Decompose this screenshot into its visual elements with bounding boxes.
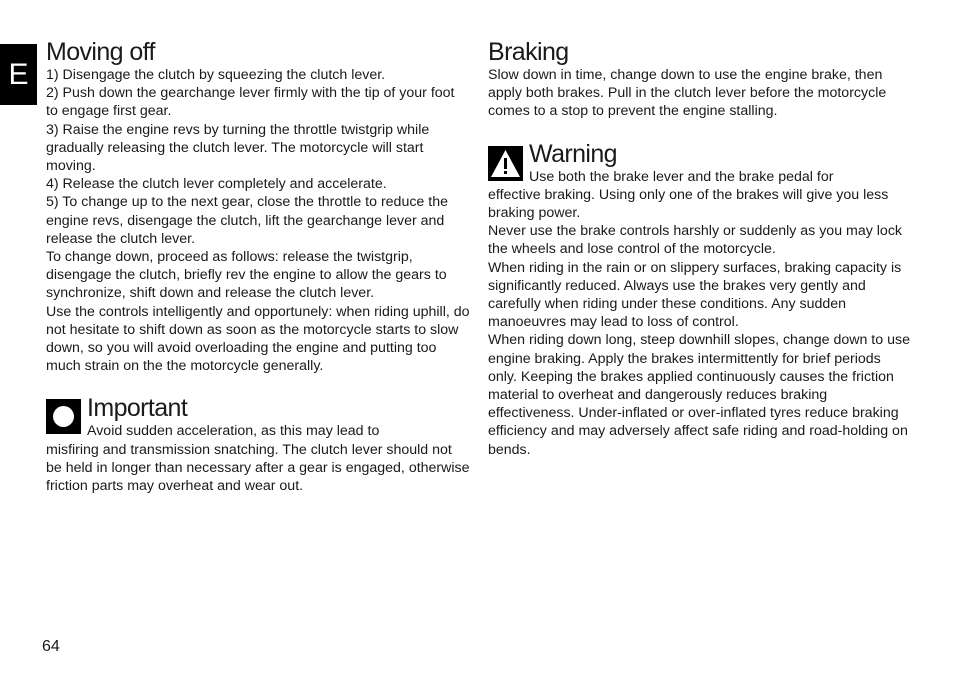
warning-icon — [488, 146, 523, 181]
section-title-moving-off: Moving off — [46, 38, 155, 66]
warning-title: Warning — [529, 139, 617, 168]
left-column — [46, 38, 470, 495]
language-tab: E — [0, 44, 37, 105]
important-title: Important — [87, 394, 188, 423]
important-text: misfiring and transmission snatching. The clutch lever should not be held in longer than necessary after a gear is engaged, otherwise friction parts may overheat and wear out. — [46, 441, 470, 495]
section-title-braking: Braking — [488, 38, 569, 66]
warning-text: effective braking. Using only one of the brakes will give you less braking power. Never use the brake controls harshly or suddenly as you may lock the wheels and lose control of the motorcycle. When riding in the rain or on slippery surfaces, braking capacity is significantly reduced. Always use the brakes very gently and carefully when riding under these conditions. Any sudden manoeuvres may lead to loss of control. When riding down long, steep downhill slopes, change down to use engine braking. Apply the brakes intermittently for brief periods only. Keeping the brakes applied continuously causes the friction material to overheat and dangerously reduces braking effectiveness. Under-inflated or over-inflated tyres reduce braking efficiency and may adversely affect safe riding and road-holding on bends. — [488, 186, 910, 458]
right-column — [488, 38, 912, 459]
page-number: 64 — [42, 638, 60, 655]
important-dot-icon — [53, 406, 74, 427]
warning-triangle-icon — [488, 146, 523, 181]
important-icon — [46, 399, 81, 434]
warning-callout — [488, 140, 912, 459]
important-callout — [46, 394, 470, 495]
important-text-first-line: Avoid sudden acceleration, as this may lead to — [87, 423, 380, 440]
moving-off-text: 1) Disengage the clutch by squeezing the clutch lever. 2) Push down the gearchange lever firmly with the tip of your foot to engage first gear. 3) Raise the engine revs by turning the throttle twistgrip while gradually releasing the clutch lever. The motorcycle will start moving. 4) Release the clutch lever completely and accelerate. 5) To change up to the next gear, close the throttle to reduce the engine revs, disengage the clutch, lift the gearchange lever and release the clutch lever. To change down, proceed as follows: release the twistgrip, disengage the clutch, briefly rev the engine to allow the gears to synchronize, shift down and release the clutch lever. Use the controls intelligently and opportunely: when riding uphill, do not hesitate to shift down as soon as the motorcycle starts to slow down, so you will avoid overloading the engine and putting too much strain on the the motorcycle generally. — [46, 67, 470, 375]
warning-text-first-line: Use both the brake lever and the brake pedal for — [529, 168, 834, 185]
braking-text: Slow down in time, change down to use the engine brake, then apply both brakes. Pull in the clutch lever before the motorcycle comes to a stop to prevent the engine stalling. — [488, 67, 887, 120]
